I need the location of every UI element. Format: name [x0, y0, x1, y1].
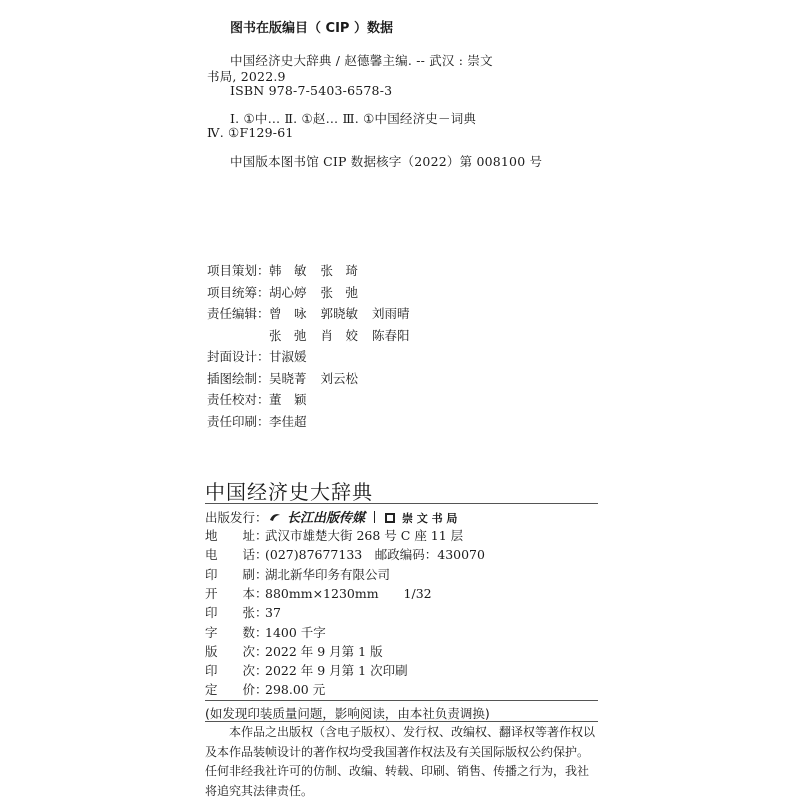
changjiang-logo-icon [269, 512, 281, 524]
publisher-logo-chongwen: 崇 文 书 局 [401, 512, 458, 525]
staff-name: 刘云松 [320, 370, 359, 386]
logo-separator [374, 511, 375, 523]
staff-name: 董 颖 [269, 392, 307, 407]
cip-publisher-line: 书局, 2022.9 [207, 69, 286, 84]
staff-row [207, 304, 424, 322]
staff-name: 郭晓敏 [320, 306, 359, 321]
staff-name: 陈春阳 [372, 327, 410, 343]
staff-name: 韩 敏 [269, 263, 307, 278]
info-value: 湖北新华印务有限公司 [265, 566, 391, 582]
chongwen-logo-icon [384, 512, 396, 524]
info-label: 地 址： [205, 528, 268, 543]
staff-name: 吴晓菁 [269, 370, 307, 386]
cip-heading: 图书在版编目（ CIP ）数据 [230, 21, 393, 36]
book-title: 中国经济史大辞典 [205, 480, 373, 504]
staff-row [207, 283, 372, 301]
info-value: 2022 年 9 月第 1 次印刷 [265, 663, 408, 679]
info-value: 37 [265, 605, 281, 621]
cip-isbn: ISBN 978-7-5403-6578-3 [230, 83, 393, 98]
info-label: 开 本： [205, 585, 268, 601]
staff-name: 甘淑媛 [269, 349, 307, 364]
info-row [205, 623, 326, 641]
staff-names [269, 414, 321, 429]
staff-row [207, 369, 372, 387]
cip-classification-line: Ⅰ. ①中… Ⅱ. ①赵… Ⅲ. ①中国经济史－词典 [230, 111, 477, 126]
info-label: 版 次： [205, 643, 268, 659]
info-row [205, 603, 281, 621]
staff-role: 封面设计： [207, 349, 270, 364]
staff-row [207, 261, 372, 279]
info-value: 武汉市雄楚大街 268 号 C 座 11 层 [265, 528, 464, 543]
info-label: 印 刷： [205, 566, 268, 582]
staff-names [269, 328, 424, 343]
info-label: 印 次： [205, 663, 268, 679]
info-label: 字 数： [205, 624, 268, 640]
info-row [205, 680, 325, 698]
staff-name: 李佳超 [269, 413, 307, 429]
staff-role: 责任校对： [207, 392, 270, 407]
cip-classification-code: Ⅳ. ①F129-61 [207, 125, 294, 140]
info-value: 880mm×1230mm 1/32 [265, 585, 432, 601]
staff-role: 项目策划： [207, 263, 270, 278]
cip-title-line: 中国经济史大辞典 / 赵德馨主编. -- 武汉 : 崇文 [230, 53, 493, 68]
info-value: 1400 千字 [265, 624, 326, 640]
staff-names [269, 371, 372, 386]
info-row [205, 661, 408, 679]
info-row [205, 642, 383, 660]
staff-name: 刘雨晴 [372, 306, 410, 321]
staff-names [269, 349, 321, 364]
quality-note: (如发现印装质量问题，影响阅读，由本社负责调换) [205, 706, 490, 721]
staff-name: 张 弛 [269, 327, 307, 343]
staff-role: 责任印刷： [207, 413, 270, 429]
cip-record-number: 中国版本图书馆 CIP 数据核字（2022）第 008100 号 [230, 154, 543, 169]
info-label: 印 张： [205, 605, 268, 621]
staff-name: 曾 咏 [269, 306, 307, 321]
info-label: 电 话： [205, 547, 268, 563]
staff-names [269, 306, 424, 321]
staff-names [269, 263, 372, 278]
staff-name: 张 琦 [320, 263, 359, 278]
info-divider [205, 700, 598, 701]
staff-name: 胡心婷 [269, 284, 307, 300]
info-value: 298.00 元 [265, 682, 326, 698]
staff-name: 张 弛 [320, 284, 359, 300]
info-row [205, 545, 485, 563]
info-value: 2022 年 9 月第 1 版 [265, 643, 383, 659]
note-divider [205, 721, 598, 722]
info-value: (027)87677133 邮政编码：430070 [265, 547, 485, 563]
staff-row [207, 347, 321, 365]
staff-row [207, 390, 321, 408]
staff-names [269, 285, 372, 300]
info-label: 定 价： [205, 682, 268, 698]
publisher-logo-changjiang: 长江出版传媒 [286, 511, 365, 526]
staff-row [207, 412, 321, 430]
staff-names [269, 392, 321, 407]
title-divider [205, 503, 598, 504]
staff-row [207, 326, 424, 344]
staff-name: 肖 姣 [320, 327, 359, 343]
staff-role: 责任编辑： [207, 306, 270, 321]
info-row [205, 526, 463, 544]
staff-role: 项目统筹： [207, 284, 270, 300]
publisher-label: 出版发行： [205, 510, 268, 525]
staff-role: 插图绘制： [207, 370, 270, 386]
copyright-notice: 本作品之出版权（含电子版权）、发行权、改编权、翻译权等著作权以及本作品装帧设计的著作权均受我国著作权法及有关国际版权公约保护。任何非经我社许可的仿制、改编、转载、印刷、销售、传播之行为，我社将追究其法律责任。 [205, 725, 596, 798]
info-row [205, 584, 432, 602]
publisher-row [205, 507, 457, 526]
info-row [205, 565, 390, 583]
